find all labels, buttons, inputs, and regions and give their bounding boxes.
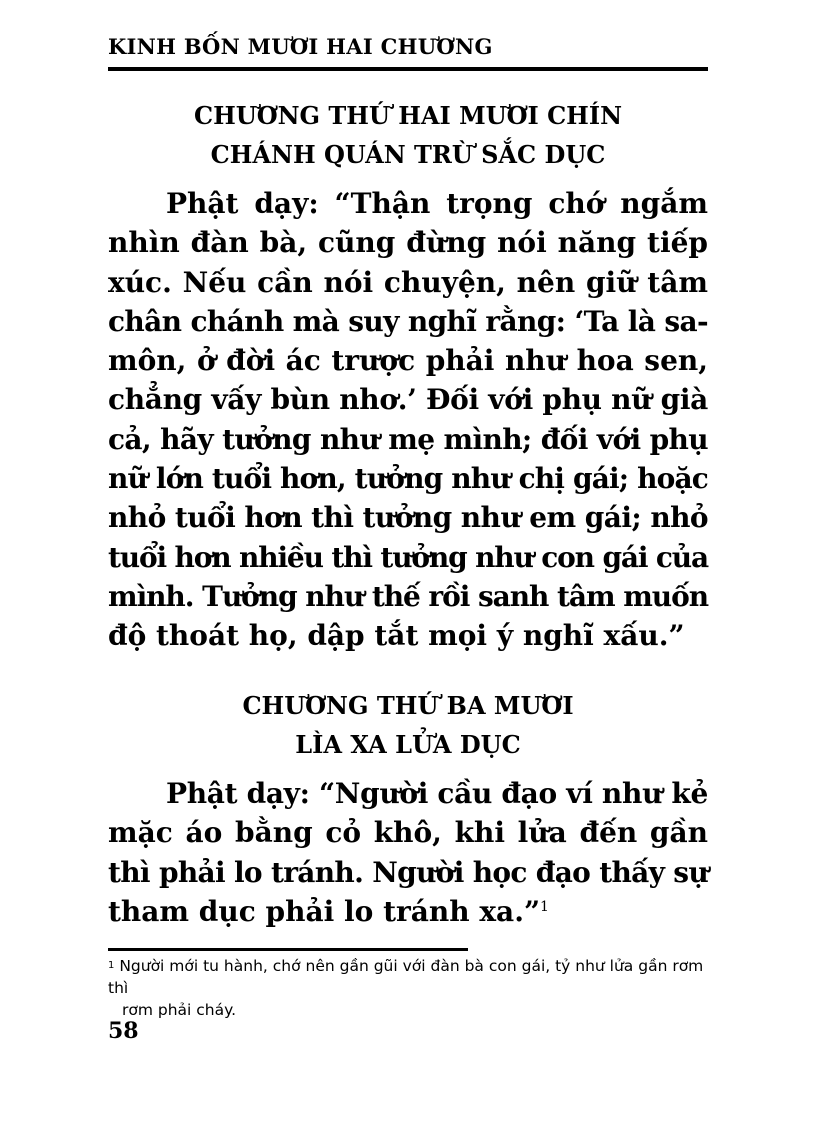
text-line-content: Phật dạy: “Người cầu đạo ví như kẻ: [166, 777, 708, 810]
text-line: [108, 459, 708, 498]
text-line-content: tham dục phải lo tránh xa.”: [108, 894, 541, 928]
footnote-reference: 1: [540, 898, 549, 915]
chapter-29-text: [108, 184, 708, 656]
header-rule: [108, 67, 708, 71]
text-line: [108, 184, 708, 223]
text-line-content: thì phải lo tránh. Người học đạo thấy sự: [108, 855, 709, 889]
text-line-content: môn, ở đời ác trược phải như hoa sen,: [108, 344, 708, 378]
text-line-content: nhìn đàn bà, cũng đừng nói năng tiếp: [108, 226, 708, 260]
text-line-content: chẳng vấy bùn nhơ.’ Đối với phụ nữ già: [108, 383, 709, 417]
chapter-30-heading: [108, 686, 708, 764]
text-line-content: chân chánh mà suy nghĩ rằng: ‘Ta là sa-: [108, 304, 708, 338]
text-line: [108, 538, 708, 577]
text-line-content: tuổi hơn nhiều thì tưởng như con gái của: [108, 540, 708, 574]
text-line: [108, 263, 708, 302]
text-line-content: mình. Tưởng như thế rồi sanh tâm muốn: [108, 579, 708, 613]
text-line: [108, 498, 708, 537]
chapter-number: CHƯƠNG THỨ HAI MƯƠI CHÍN: [193, 101, 623, 130]
text-line: [108, 302, 708, 341]
footnote-rule: [108, 948, 468, 951]
chapter-title: LÌA XA LỬA DỤC: [295, 730, 521, 759]
chapter-30-text: [108, 774, 708, 931]
text-line-content: nhỏ tuổi hơn thì tưởng như em gái; nhỏ: [108, 501, 709, 535]
text-line-content: xúc. Nếu cần nói chuyện, nên giữ tâm: [108, 265, 708, 299]
chapter-number: CHƯƠNG THỨ BA MƯƠI: [242, 691, 574, 720]
text-line: [108, 341, 708, 380]
footnote-text-cont: rơm phải cháy.: [122, 1001, 237, 1019]
chapter-title: CHÁNH QUÁN TRỪ SẮC DỤC: [210, 140, 606, 169]
text-line: [108, 577, 708, 616]
footnote-mark: 1: [108, 960, 115, 971]
text-line: [108, 853, 708, 892]
text-line-content: mặc áo bằng cỏ khô, khi lửa đến gần: [108, 816, 708, 850]
text-line: [108, 616, 708, 655]
footnote: [108, 955, 718, 1021]
text-line: [108, 813, 708, 852]
text-line: [108, 380, 708, 419]
text-line: [108, 892, 708, 931]
page-number: 58: [108, 1018, 139, 1044]
text-line-content: Phật dạy: “Thận trọng chớ ngắm: [166, 187, 708, 220]
text-line-content: nữ lớn tuổi hơn, tưởng như chị gái; hoặc: [108, 462, 709, 496]
chapter-29-heading: [108, 96, 708, 174]
text-line-content: cả, hãy tưởng như mẹ mình; đối với phụ: [108, 422, 708, 456]
text-line: [108, 420, 708, 459]
footnote-text: Người mới tu hành, chớ nên gần gũi với đàn bà con gái, tỷ như lửa gần rơm thì: [108, 957, 704, 997]
running-header: KINH BỐN MƯƠI HAI CHƯƠNG: [108, 34, 493, 59]
text-line: [108, 774, 708, 813]
text-line-content: độ thoát họ, dập tắt mọi ý nghĩ xấu.”: [108, 619, 685, 653]
text-line: [108, 223, 708, 262]
